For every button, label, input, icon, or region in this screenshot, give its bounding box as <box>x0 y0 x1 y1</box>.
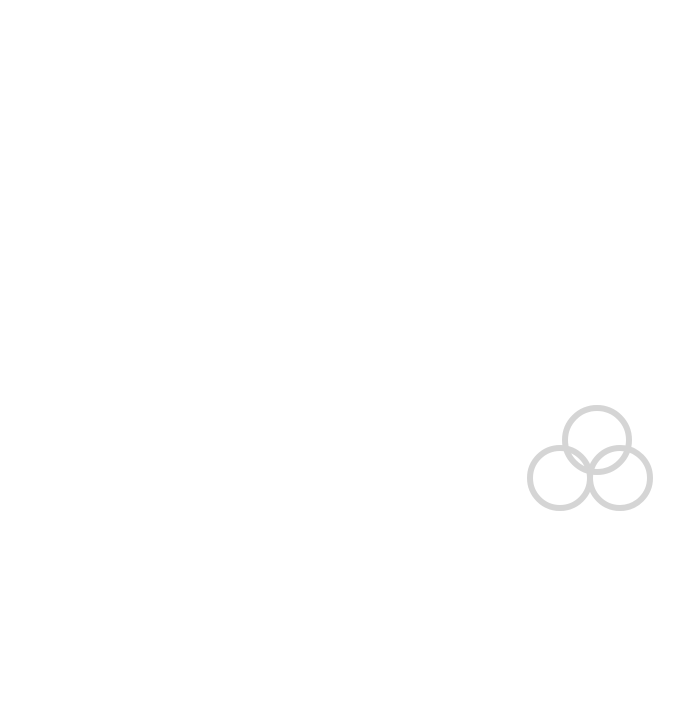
watermark-footer <box>0 699 697 715</box>
mdeq-logo-watermark <box>530 408 650 508</box>
